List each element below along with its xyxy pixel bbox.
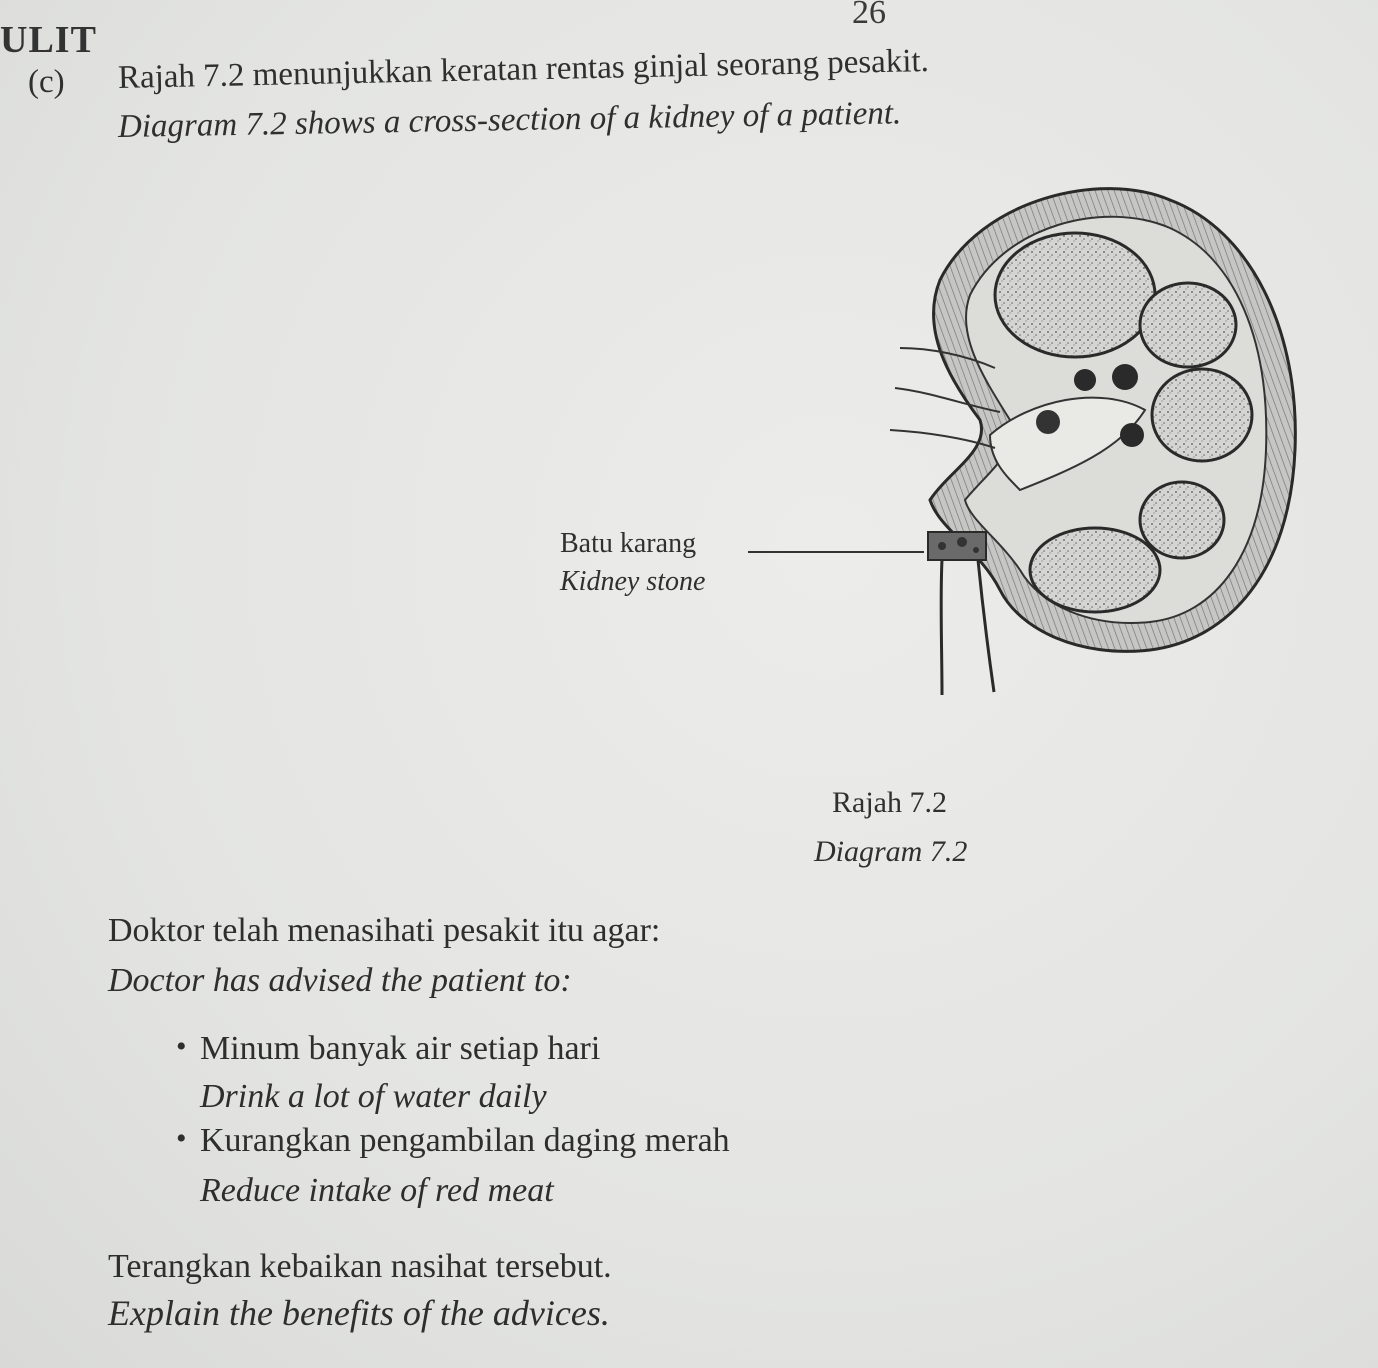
advice-item-malay: Minum banyak air setiap hari [200,1030,601,1067]
question-text-english: Diagram 7.2 shows a cross-section of a kidney of a patient. [117,95,902,145]
diagram-caption-english: Diagram 7.2 [814,835,968,868]
advice-item-malay: Kurangkan pengambilan daging merah [200,1122,730,1159]
calyx-stone [1074,369,1096,391]
header-code: ULIT [0,19,97,61]
bullet-marker: • [176,1030,187,1063]
kidney-stone-pointer-line [748,551,924,553]
advice-item-english: Reduce intake of red meat [200,1172,554,1209]
page-number: 26 [852,0,886,31]
advice-item-english: Drink a lot of water daily [200,1078,547,1115]
renal-pyramid [1140,283,1236,367]
ureter [941,560,942,695]
advice-intro-malay: Doktor telah menasihati pesakit itu agar: [108,912,661,949]
renal-pyramid [995,233,1155,357]
bullet-marker: • [176,1122,187,1155]
calyx-stone [1112,364,1138,390]
diagram-caption-malay: Rajah 7.2 [832,786,947,819]
calyx-stone [1120,423,1144,447]
kidney-cross-section-diagram [870,170,1310,710]
calyx-stone [1036,410,1060,434]
question-text-malay: Rajah 7.2 menunjukkan keratan rentas ginjal seorang pesakit. [117,43,930,96]
task-instruction-english: Explain the benefits of the advices. [108,1293,610,1333]
question-label: (c) [28,64,65,100]
kidney-stone-label-malay: Batu karang [560,528,697,559]
renal-pyramid [1030,528,1160,612]
kidney-stone-label-english: Kidney stone [560,566,706,597]
advice-intro-english: Doctor has advised the patient to: [108,962,572,999]
renal-pyramid [1152,369,1252,461]
renal-pyramid [1140,482,1224,558]
kidney-stone-mark [928,532,986,560]
task-instruction-malay: Terangkan kebaikan nasihat tersebut. [108,1248,612,1285]
